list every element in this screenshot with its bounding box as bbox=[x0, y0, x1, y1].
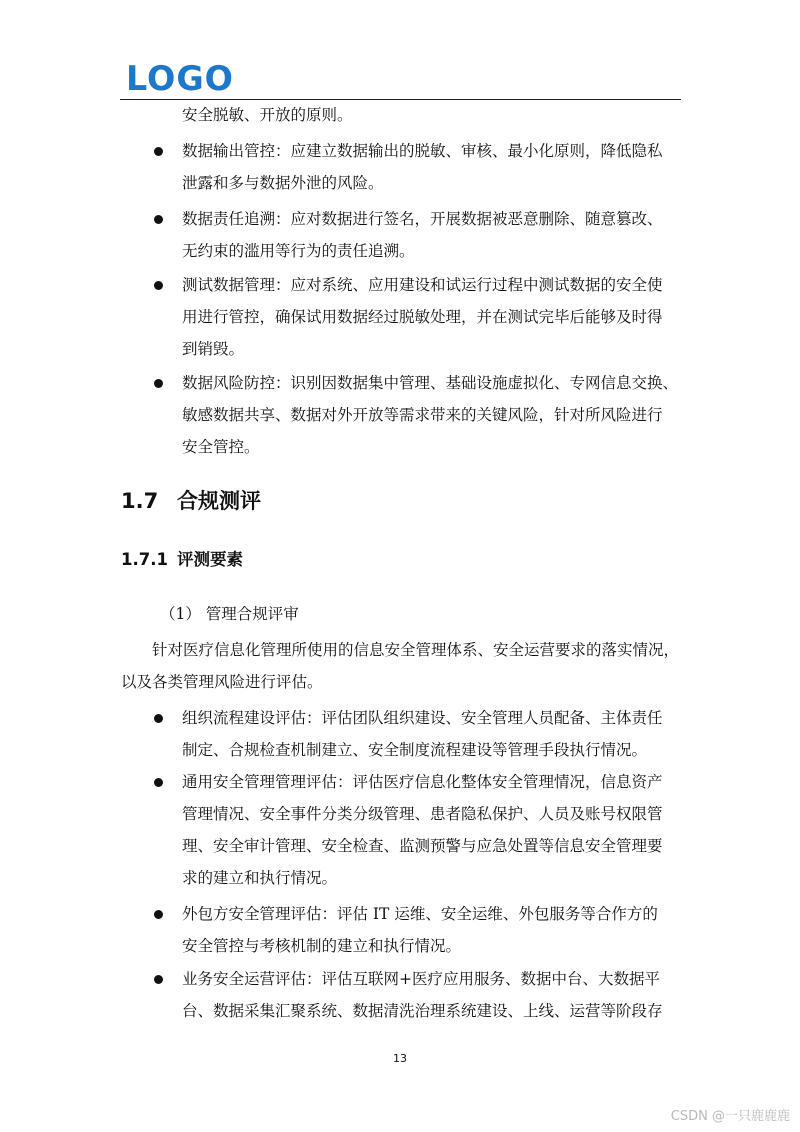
bullet-dot bbox=[154, 281, 163, 290]
subsection-number: 1.7.1 bbox=[121, 550, 168, 569]
bullet-text: 求的建立和执行情况。 bbox=[182, 869, 338, 887]
bullet-text: 理、安全审计管理、安全检查、监测预警与应急处置等信息安全管理要 bbox=[182, 837, 663, 855]
section-title: 合规测评 bbox=[177, 489, 261, 513]
bullet-text: 业务安全运营评估：评估互联网+医疗应用服务、数据中台、大数据平 bbox=[182, 970, 660, 988]
bullet-text: 数据风险防控：识别因数据集中管理、基础设施虚拟化、专网信息交换、 bbox=[182, 374, 679, 392]
bullet-dot bbox=[154, 147, 163, 156]
bullet-text: 管理情况、安全事件分类分级管理、患者隐私保护、人员及账号权限管 bbox=[182, 805, 663, 823]
bullet-text: 组织流程建设评估：评估团队组织建设、安全管理人员配备、主体责任 bbox=[182, 709, 663, 727]
bullet-text: 制定、合规检查机制建立、安全制度流程建设等管理手段执行情况。 bbox=[182, 741, 648, 759]
bullet-dot bbox=[154, 379, 163, 388]
bullet-text: 数据责任追溯：应对数据进行签名，开展数据被恶意删除、随意篡改、 bbox=[182, 210, 663, 228]
bullet-text: 测试数据管理：应对系统、应用建设和试运行过程中测试数据的安全使 bbox=[182, 276, 663, 294]
subsection-title: 评测要素 bbox=[177, 550, 243, 569]
bullet-dot bbox=[154, 778, 163, 787]
bullet-dot bbox=[154, 215, 163, 224]
bullet-text: 数据输出管控：应建立数据输出的脱敏、审核、最小化原则，降低隐私 bbox=[182, 142, 663, 160]
bullet-dot bbox=[154, 910, 163, 919]
bullet-text: 到销毁。 bbox=[182, 340, 245, 358]
paragraph-line: 针对医疗信息化管理所使用的信息安全管理体系、安全运营要求的落实情况， bbox=[152, 641, 680, 659]
item-label: （1） 管理合规评审 bbox=[160, 605, 299, 623]
continuation-text: 安全脱敏、开放的原则。 bbox=[182, 106, 353, 124]
bullet-text: 安全管控与考核机制的建立和执行情况。 bbox=[182, 937, 462, 955]
bullet-dot bbox=[154, 975, 163, 984]
bullet-text: 安全管控。 bbox=[182, 438, 260, 456]
bullet-text: 泄露和多与数据外泄的风险。 bbox=[182, 174, 384, 192]
bullet-dot bbox=[154, 714, 163, 723]
bullet-text: 用进行管控，确保试用数据经过脱敏处理，并在测试完毕后能够及时得 bbox=[182, 308, 663, 326]
bullet-text: 通用安全管理管理评估：评估医疗信息化整体安全管理情况，信息资产 bbox=[182, 773, 663, 791]
watermark: CSDN @一只鹿鹿鹿 bbox=[670, 1109, 790, 1124]
logo: LOGO bbox=[126, 59, 234, 99]
bullet-text: 台、数据采集汇聚系统、数据清洗治理系统建设、上线、运营等阶段存 bbox=[182, 1002, 663, 1020]
bullet-text: 敏感数据共享、数据对外开放等需求带来的关键风险，针对所风险进行 bbox=[182, 406, 663, 424]
bullet-text: 外包方安全管理评估：评估 IT 运维、安全运维、外包服务等合作方的 bbox=[182, 905, 658, 923]
page-number: 13 bbox=[393, 1052, 407, 1065]
bullet-text: 无约束的滥用等行为的责任追溯。 bbox=[182, 242, 415, 260]
section-number: 1.7 bbox=[121, 489, 159, 513]
paragraph-line: 以及各类管理风险进行评估。 bbox=[121, 673, 323, 691]
subsection-heading bbox=[121, 548, 243, 572]
section-heading bbox=[121, 487, 261, 515]
